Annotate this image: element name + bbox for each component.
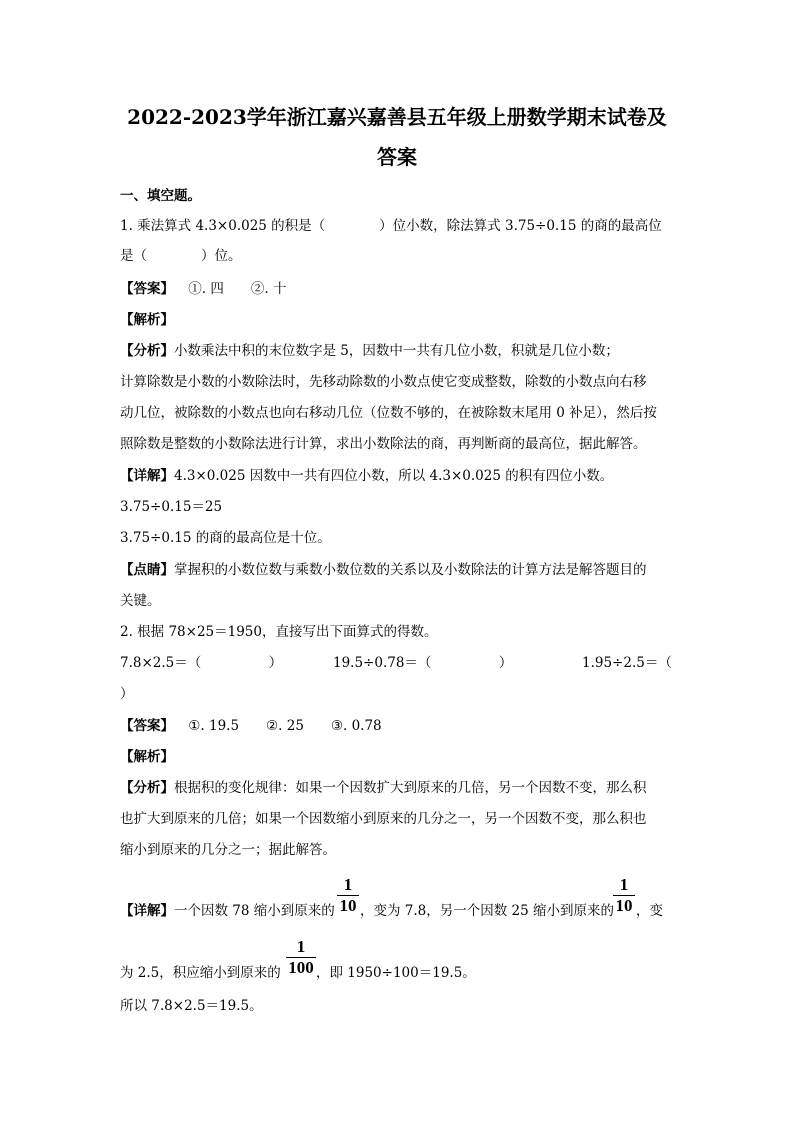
fenxi-text: 小数乘法中积的末位数字是 5，因数中一共有几位小数，积就是几位小数； (174, 343, 619, 359)
fenxi-text: 根据积的变化规律：如果一个因数扩大到原来的几倍，另一个因数不变，那么积 (174, 780, 647, 796)
page-title-line-1: 2022-2023学年浙江嘉兴嘉善县五年级上册数学期末试卷及 (127, 105, 667, 129)
page-title-line-2: 答案 (377, 145, 417, 169)
question-2-xiangjie-part-b: ，变为 7.8，另一个因数 25 缩小到原来的 (360, 903, 615, 919)
fraction-denominator: 100 (288, 958, 314, 977)
fraction-denominator: 10 (615, 896, 633, 915)
question-2-stem: 2. 根据 78×25＝1950，直接写出下面算式的得数。 (120, 624, 438, 640)
question-1-dianjing-line-1 (120, 560, 680, 580)
answer-label: 【答案】 (120, 718, 174, 734)
question-2-answer (120, 716, 680, 736)
question-2-fenxi-line-2: 也扩大到原来的几倍；如果一个因数缩小到原来的几分之一，另一个因数不变，那么积也 (120, 811, 647, 827)
question-2-xiangjie-part-a (120, 901, 335, 921)
question-2-item-2: 19.5÷0.78＝（ ） (333, 655, 513, 671)
fraction-numerator: 1 (619, 875, 629, 894)
question-1-xiangjie-line-1 (120, 466, 680, 486)
question-2-item-3-close: ） (120, 686, 134, 702)
fenxi-label: 【分析】 (120, 780, 174, 796)
question-1-fenxi-line-2: 计算除数是小数的小数除法时，先移动除数的小数点使它变成整数，除数的小数点向右移 (120, 374, 647, 390)
answer-text: ①. 19.5 ②. 25 ③. 0.78 (188, 718, 382, 734)
question-2-xiangjie-part-d: 为 2.5，积应缩小到原来的 (120, 965, 281, 981)
xiangjie-text-a: 一个因数 78 缩小到原来的 (174, 903, 335, 919)
section-heading: 一、填空题。 (120, 188, 201, 204)
fraction-numerator: 1 (343, 875, 353, 894)
question-1-analysis-label: 【解析】 (120, 312, 174, 328)
question-1-line-1: 1. 乘法算式 4.3×0.025 的积是（ ）位小数，除法算式 3.75÷0.15 的商的最高位 (120, 218, 662, 234)
fenxi-label: 【分析】 (120, 343, 174, 359)
question-2-xiangjie-part-c: ，变 (636, 903, 663, 919)
xiangjie-label: 【详解】 (120, 468, 174, 484)
question-2-fenxi-line-1 (120, 778, 680, 798)
dianjing-text: 掌握积的小数位数与乘数小数位数的关系以及小数除法的计算方法是解答题目的 (174, 562, 647, 578)
question-1-xiangjie-line-2: 3.75÷0.15＝25 (120, 499, 223, 515)
question-1-xiangjie-line-3: 3.75÷0.15 的商的最高位是十位。 (120, 530, 331, 546)
fraction-denominator: 10 (339, 896, 357, 915)
dianjing-label: 【点睛】 (120, 562, 174, 578)
question-2-item-1: 7.8×2.5＝（ ） (120, 655, 283, 671)
fraction-one-tenth-2 (613, 876, 635, 915)
question-2-fenxi-line-3: 缩小到原来的几分之一；据此解答。 (120, 842, 336, 858)
question-2-item-3: 1.95÷2.5＝（ (582, 655, 672, 671)
question-1-fenxi-line-1 (120, 341, 680, 361)
question-2-xiangjie-part-e: ，即 1950÷100＝19.5。 (316, 965, 476, 981)
fraction-numerator: 1 (296, 937, 306, 956)
question-1-fenxi-line-3: 动几位，被除数的小数点也向右移动几位（位数不够的，在被除数末尾用 0 补足），然后按 (120, 405, 657, 421)
question-2-analysis-label: 【解析】 (120, 749, 174, 765)
xiangjie-text: 4.3×0.025 因数中一共有四位小数，所以 4.3×0.025 的积有四位小数。 (174, 468, 614, 484)
fraction-one-tenth (337, 876, 359, 915)
answer-text: ①. 四 ②. 十 (188, 281, 287, 297)
question-2-final: 所以 7.8×2.5＝19.5。 (120, 998, 263, 1014)
answer-label: 【答案】 (120, 281, 174, 297)
xiangjie-label: 【详解】 (120, 903, 174, 919)
question-1-line-2: 是（ ）位。 (120, 248, 242, 264)
question-1-dianjing-line-2: 关键。 (120, 593, 161, 609)
question-1-answer (120, 279, 680, 299)
question-1-fenxi-line-4: 照除数是整数的小数除法进行计算，求出小数除法的商，再判断商的最高位，据此解答。 (120, 436, 647, 452)
fraction-one-hundredth (286, 938, 316, 977)
